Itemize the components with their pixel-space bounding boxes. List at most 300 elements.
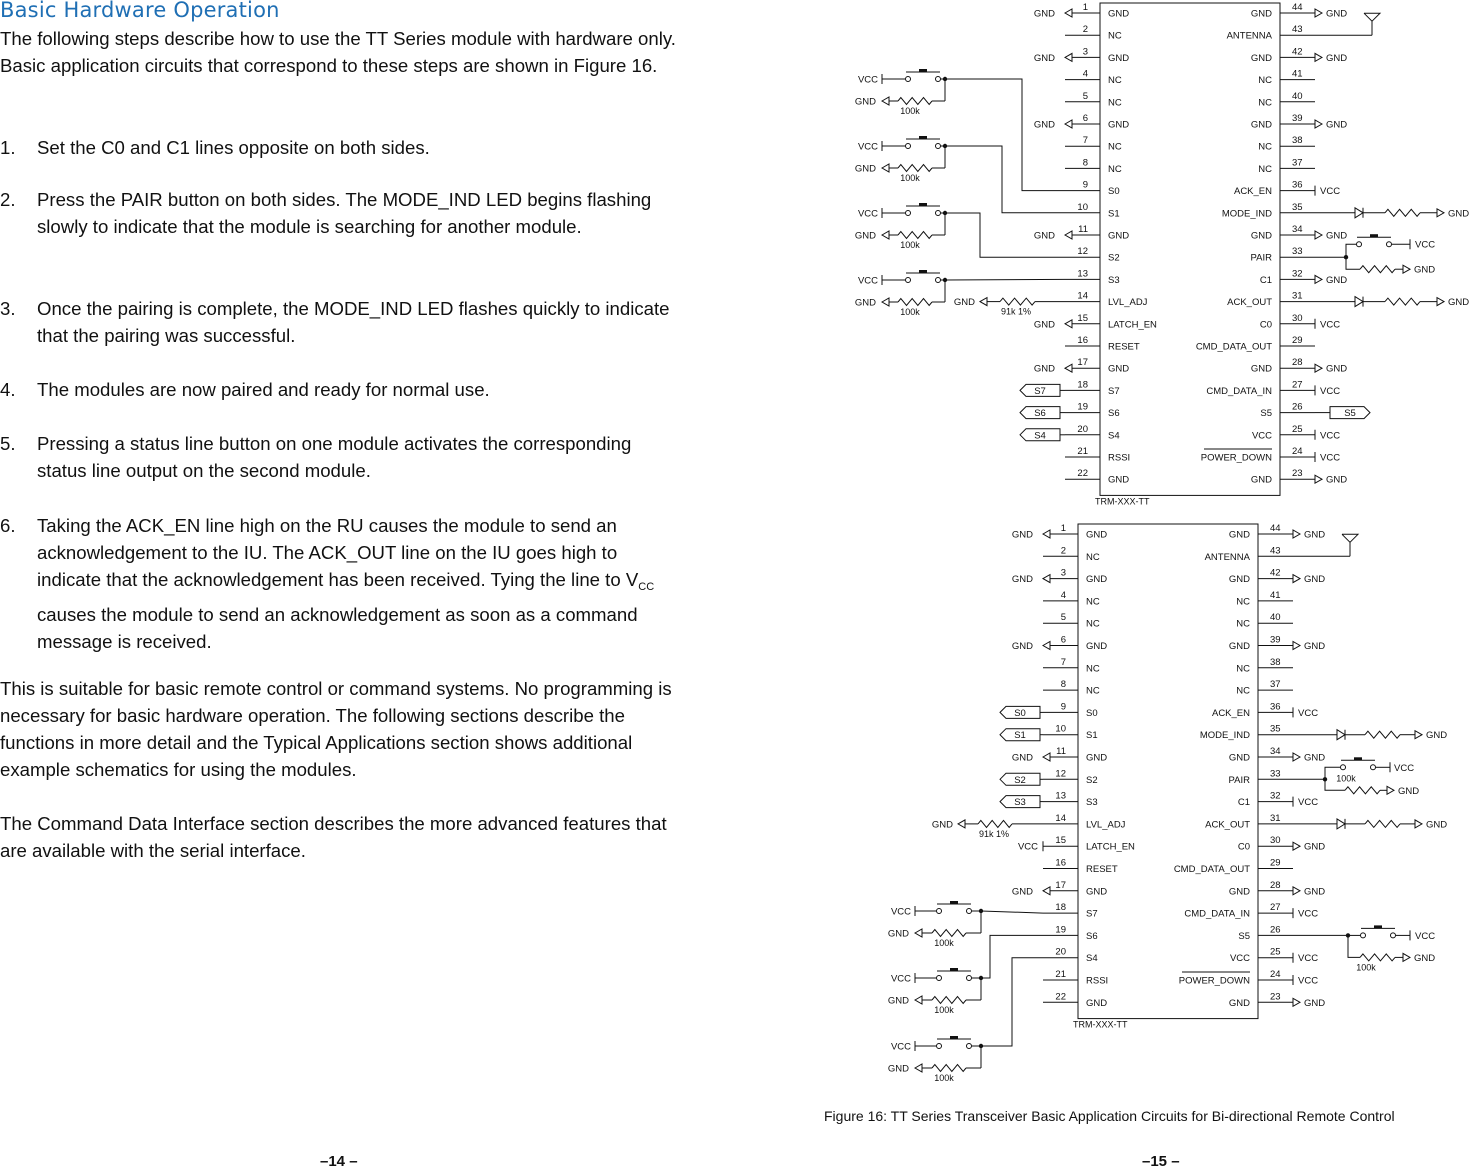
- antenna-icon: [1364, 13, 1380, 21]
- pin-number: 2: [1082, 24, 1088, 36]
- led-diode-icon: [1337, 819, 1345, 829]
- net-label-gnd: GND: [1011, 641, 1033, 652]
- pin-name: MODE_IND: [1199, 730, 1250, 742]
- net-label-gnd: GND: [1033, 363, 1055, 375]
- pin-number: 22: [1055, 991, 1066, 1003]
- pin-name: PAIR: [1250, 252, 1272, 264]
- pin-number: 34: [1270, 746, 1281, 757]
- net-label-gnd: GND: [854, 297, 876, 309]
- pin-name: MODE_IND: [1221, 208, 1272, 220]
- pin-name: GND: [1250, 119, 1272, 131]
- pin-number: 25: [1270, 946, 1281, 958]
- pin-name: NC: [1236, 663, 1250, 675]
- net-label-vcc: VCC: [857, 141, 878, 153]
- ground-arrow-icon: [1065, 9, 1072, 17]
- button-cap: [1354, 757, 1362, 760]
- step-number: 3.: [0, 298, 16, 319]
- pin-name: CMD_DATA_OUT: [1173, 864, 1250, 875]
- pin-name: NC: [1108, 30, 1122, 42]
- ground-arrow-icon: [1415, 820, 1422, 828]
- net-label-gnd: GND: [1304, 997, 1326, 1009]
- button-contact: [936, 211, 941, 216]
- ground-arrow-icon: [882, 298, 889, 306]
- button-cap: [950, 1036, 958, 1039]
- pin-name: GND: [1108, 52, 1130, 64]
- figure-caption: Figure 16: TT Series Transceiver Basic Application Circuits for Bi-directional Remote Control: [824, 1108, 1395, 1124]
- pin-name: GND: [1228, 529, 1250, 541]
- pin-number: 18: [1077, 379, 1088, 391]
- pin-name: GND: [1086, 529, 1108, 541]
- pin-number: 37: [1292, 157, 1303, 169]
- net-label-vcc: VCC: [857, 74, 878, 86]
- net-label-gnd: GND: [1033, 319, 1055, 331]
- pin-name: LATCH_EN: [1086, 841, 1135, 853]
- ground-arrow-icon: [1293, 887, 1300, 895]
- pin-name: NC: [1108, 97, 1122, 109]
- ground-arrow-icon: [1065, 53, 1072, 61]
- resistor-value: 100k: [1336, 773, 1356, 784]
- pin-name: PAIR: [1228, 774, 1250, 786]
- part-label: TRM-XXX-TT: [1095, 496, 1150, 507]
- net-label-vcc: VCC: [1394, 762, 1415, 774]
- pin-number: 4: [1060, 589, 1066, 601]
- button-contact: [906, 211, 911, 216]
- pin-number: 17: [1055, 879, 1066, 891]
- step-number: 2.: [0, 189, 16, 210]
- pin-name: S7: [1086, 908, 1098, 920]
- button-contact: [906, 144, 911, 149]
- ground-arrow-icon: [980, 298, 987, 306]
- resistor-symbol: [898, 165, 932, 172]
- resistor-symbol: [1360, 954, 1395, 961]
- intro-paragraph: The following steps describe how to use the TT Series module with hardware only. Basic application circuits that correspond to these steps are shown in Figure 16.: [0, 28, 676, 76]
- pin-name: CMD_DATA_IN: [1206, 385, 1272, 397]
- net-label-vcc: VCC: [1298, 797, 1319, 809]
- pin-number: 28: [1292, 357, 1303, 369]
- net-flag-label: S6: [1034, 408, 1046, 420]
- pin-number: 19: [1077, 401, 1088, 413]
- pin-number: 6: [1060, 634, 1066, 646]
- ground-arrow-icon: [1293, 642, 1300, 650]
- pin-name: S7: [1108, 385, 1120, 397]
- pin-name: NC: [1258, 97, 1272, 109]
- resistor-value: 100k: [934, 1073, 954, 1083]
- pin-name: GND: [1250, 52, 1272, 64]
- ground-arrow-icon: [1043, 530, 1050, 538]
- pin-number: 16: [1077, 335, 1088, 346]
- net-label-gnd: GND: [1448, 297, 1469, 309]
- ground-arrow-icon: [1315, 9, 1322, 17]
- pin-number: 9: [1082, 179, 1088, 191]
- pin-number: 44: [1270, 523, 1281, 534]
- resistor-value: 100k: [900, 307, 920, 317]
- ground-arrow-icon: [1065, 320, 1072, 328]
- pin-name: NC: [1258, 163, 1272, 175]
- pin-name: GND: [1250, 230, 1272, 242]
- resistor-symbol: [932, 1065, 966, 1072]
- pin-number: 31: [1270, 812, 1281, 824]
- net-label-gnd: GND: [1011, 752, 1033, 764]
- net-label-gnd: GND: [1326, 363, 1348, 375]
- button-contact: [906, 278, 911, 283]
- pin-name: GND: [1228, 997, 1250, 1009]
- button-contact: [906, 77, 911, 82]
- pin-name: NC: [1108, 163, 1122, 175]
- ground-arrow-icon: [1043, 642, 1050, 650]
- pin-number: 42: [1270, 567, 1281, 579]
- pin-name: S5: [1238, 930, 1250, 942]
- pin-name: NC: [1236, 685, 1250, 697]
- pin-number: 38: [1270, 656, 1281, 668]
- pin-name: GND: [1086, 752, 1108, 764]
- ic-body: [1078, 524, 1258, 1019]
- pin-name: GND: [1108, 119, 1130, 131]
- pin-number: 23: [1270, 991, 1281, 1003]
- ground-arrow-icon: [1315, 364, 1322, 372]
- button-contact: [936, 144, 941, 149]
- pin-name: GND: [1108, 8, 1130, 20]
- pin-name: GND: [1228, 574, 1250, 586]
- ground-arrow-icon: [1293, 842, 1300, 850]
- pin-name: GND: [1250, 363, 1272, 375]
- net-label-vcc: VCC: [1298, 707, 1319, 719]
- led-diode-icon: [1337, 730, 1345, 740]
- resistor-value: 100k: [934, 938, 954, 948]
- wire: [945, 279, 1065, 280]
- pin-number: 35: [1292, 201, 1303, 213]
- pin-number: 3: [1060, 567, 1066, 579]
- wire: [1346, 244, 1356, 257]
- pin-name: NC: [1108, 75, 1122, 87]
- pin-name: C0: [1237, 841, 1250, 853]
- pin-number: 4: [1082, 68, 1088, 80]
- pin-number: 29: [1292, 335, 1303, 346]
- net-label-gnd: GND: [854, 163, 876, 175]
- suitable-paragraph: This is suitable for basic remote control or command systems. No programming is necessary for basic hardware operation. The following sections describe the functions in more detail and the Typical Applications section shows additional example schematics for using the modules.: [0, 678, 672, 780]
- ground-arrow-icon: [915, 929, 922, 937]
- pin-number: 21: [1077, 446, 1088, 457]
- net-label-vcc: VCC: [890, 906, 911, 918]
- pin-number: 28: [1270, 879, 1281, 891]
- ground-arrow-icon: [1043, 753, 1050, 761]
- pin-name: NC: [1086, 685, 1100, 697]
- net-label-gnd: GND: [1326, 8, 1348, 20]
- resistor-value: 100k: [1356, 962, 1376, 973]
- wire: [981, 911, 1043, 913]
- step-text: Press the PAIR button on both sides. The MODE_IND LED begins flashing slowly to indicate that the module is searching for another module.: [37, 189, 652, 237]
- button-cap: [1370, 234, 1378, 237]
- net-label-gnd: GND: [1304, 886, 1326, 898]
- pin-number: 36: [1270, 701, 1281, 713]
- resistor-value: 100k: [900, 240, 920, 250]
- resistor-symbol: [1360, 266, 1395, 273]
- net-flag-label: S0: [1014, 707, 1026, 719]
- pin-number: 15: [1077, 312, 1088, 324]
- net-label-vcc: VCC: [1415, 239, 1436, 251]
- pin-number: 44: [1292, 2, 1303, 13]
- pin-name: POWER_DOWN: [1178, 975, 1250, 987]
- button-contact: [936, 278, 941, 283]
- ground-arrow-icon: [1065, 231, 1072, 239]
- pin-name: GND: [1086, 997, 1108, 1009]
- ground-arrow-icon: [1315, 231, 1322, 239]
- pin-name: GND: [1086, 886, 1108, 898]
- pin-name: S4: [1086, 953, 1098, 965]
- pin-name: S5: [1260, 408, 1272, 420]
- net-label-gnd: GND: [1398, 785, 1420, 797]
- net-label-gnd: GND: [953, 297, 975, 309]
- resistor-value: 100k: [934, 1005, 954, 1015]
- pin-name: LVL_ADJ: [1108, 297, 1148, 309]
- ground-arrow-icon: [1387, 786, 1394, 794]
- pin-name: GND: [1108, 474, 1130, 486]
- pin-number: 40: [1270, 612, 1281, 624]
- button-cap: [919, 203, 927, 206]
- pin-name: GND: [1108, 363, 1130, 375]
- ground-arrow-icon: [1315, 475, 1322, 483]
- resistor-symbol: [898, 232, 932, 239]
- pin-number: 27: [1292, 379, 1303, 391]
- net-label-vcc: VCC: [857, 275, 878, 287]
- pin-number: 12: [1077, 246, 1088, 258]
- pin-name: GND: [1228, 886, 1250, 898]
- pin-number: 3: [1082, 46, 1088, 58]
- pin-number: 14: [1055, 812, 1066, 824]
- pin-name: S4: [1108, 430, 1120, 442]
- step-number: 6.: [0, 515, 16, 536]
- pin-number: 34: [1292, 224, 1303, 235]
- pin-number: 24: [1270, 969, 1281, 980]
- resistor-symbol: [1365, 820, 1400, 827]
- pin-name: NC: [1086, 663, 1100, 675]
- pin-name: RSSI: [1108, 452, 1131, 464]
- pin-name: GND: [1228, 752, 1250, 764]
- net-label-vcc: VCC: [1320, 385, 1341, 397]
- net-label-gnd: GND: [854, 230, 876, 242]
- step-number: 4.: [0, 379, 16, 400]
- pin-name: VCC: [1229, 953, 1250, 965]
- pin-number: 30: [1292, 312, 1303, 324]
- resistor-value: 91k 1%: [1000, 306, 1032, 317]
- pin-name: ANTENNA: [1226, 30, 1272, 42]
- ground-arrow-icon: [1065, 364, 1072, 372]
- pin-number: 15: [1055, 835, 1066, 847]
- pin-number: 43: [1292, 24, 1303, 36]
- button-contact: [936, 77, 941, 82]
- ic-body: [1100, 3, 1280, 495]
- pin-name: GND: [1108, 230, 1130, 242]
- pin-number: 14: [1077, 290, 1088, 302]
- ground-arrow-icon: [1437, 209, 1444, 217]
- net-label-gnd: GND: [1326, 119, 1348, 131]
- pin-name: GND: [1250, 8, 1272, 20]
- pin-number: 6: [1082, 113, 1088, 124]
- button-cap: [950, 901, 958, 904]
- pin-number: 12: [1055, 768, 1066, 780]
- pin-number: 20: [1077, 423, 1088, 435]
- net-label-gnd: GND: [1304, 752, 1326, 764]
- resistor-symbol: [898, 299, 932, 306]
- pin-name: CMD_DATA_OUT: [1195, 341, 1272, 353]
- net-label-vcc: VCC: [1320, 452, 1341, 464]
- button-contact: [967, 909, 972, 914]
- pin-number: 13: [1055, 790, 1066, 802]
- pin-name: S0: [1108, 186, 1120, 198]
- pin-number: 9: [1060, 701, 1066, 713]
- net-flag-label: S1: [1014, 730, 1026, 742]
- pin-number: 8: [1060, 679, 1066, 691]
- pin-number: 10: [1077, 201, 1088, 213]
- net-label-gnd: GND: [887, 1063, 909, 1075]
- step-text: Set the C0 and C1 lines opposite on both sides.: [37, 137, 430, 158]
- top-circuit: [855, 2, 1469, 506]
- ground-arrow-icon: [882, 164, 889, 172]
- pin-name: C0: [1259, 319, 1272, 331]
- net-label-vcc: VCC: [1298, 975, 1319, 987]
- net-label-gnd: GND: [1326, 230, 1348, 242]
- ground-arrow-icon: [1315, 120, 1322, 128]
- pin-number: 11: [1078, 224, 1088, 235]
- button-contact: [1371, 765, 1376, 770]
- vcc-subscript: CC: [638, 581, 655, 593]
- pin-name: ACK_EN: [1211, 707, 1250, 719]
- pin-name: S2: [1108, 252, 1120, 264]
- net-label-gnd: GND: [1011, 886, 1033, 898]
- net-flag-label: S4: [1034, 430, 1046, 442]
- pin-number: 39: [1270, 634, 1281, 646]
- net-label-gnd: GND: [887, 995, 909, 1007]
- pin-name: VCC: [1251, 430, 1272, 442]
- net-label-gnd: GND: [1414, 952, 1436, 964]
- pin-number: 25: [1292, 423, 1303, 435]
- pin-name: RESET: [1108, 341, 1140, 353]
- button-cap: [919, 270, 927, 273]
- pin-number: 23: [1292, 468, 1303, 480]
- pin-number: 29: [1270, 857, 1281, 869]
- ground-arrow-icon: [1043, 887, 1050, 895]
- pin-name: NC: [1086, 618, 1100, 630]
- pin-number: 17: [1077, 357, 1088, 369]
- ground-arrow-icon: [1293, 998, 1300, 1006]
- antenna-icon: [1342, 534, 1358, 542]
- resistor-value: 100k: [900, 173, 920, 183]
- pin-number: 18: [1055, 902, 1066, 914]
- pin-number: 21: [1055, 969, 1066, 980]
- page-number-right: –15 –: [1142, 1153, 1180, 1170]
- pin-number: 11: [1056, 746, 1066, 757]
- pin-name: NC: [1086, 551, 1100, 563]
- net-label-vcc: VCC: [1320, 186, 1341, 198]
- ground-arrow-icon: [958, 820, 965, 828]
- button-contact: [1341, 765, 1346, 770]
- net-label-vcc: VCC: [1017, 841, 1038, 853]
- pin-number: 7: [1060, 656, 1066, 668]
- pin-name: NC: [1086, 596, 1100, 608]
- resistor-symbol: [978, 820, 1012, 827]
- step-number: 1.: [0, 137, 16, 158]
- button-contact: [937, 1044, 942, 1049]
- pin-number: 32: [1292, 268, 1303, 280]
- pin-name: NC: [1258, 75, 1272, 87]
- button-contact: [1361, 933, 1366, 938]
- net-label-gnd: GND: [1426, 730, 1448, 742]
- pin-name: GND: [1250, 474, 1272, 486]
- led-diode-icon: [1355, 297, 1363, 307]
- pin-name: C1: [1237, 797, 1250, 809]
- pin-number: 32: [1270, 790, 1281, 802]
- pin-number: 37: [1270, 679, 1281, 691]
- net-label-vcc: VCC: [890, 1041, 911, 1053]
- resistor-symbol: [1385, 209, 1420, 216]
- pin-number: 42: [1292, 46, 1303, 58]
- button-cap: [950, 968, 958, 971]
- button-contact: [937, 909, 942, 914]
- button-contact: [1357, 242, 1362, 247]
- pin-number: 16: [1055, 857, 1066, 869]
- pin-number: 10: [1055, 723, 1066, 735]
- net-label-gnd: GND: [1326, 474, 1348, 486]
- pin-name: RSSI: [1086, 975, 1109, 987]
- button-contact: [967, 976, 972, 981]
- pin-number: 19: [1055, 924, 1066, 936]
- ground-arrow-icon: [1403, 953, 1410, 961]
- ground-arrow-icon: [1437, 298, 1444, 306]
- resistor-symbol: [932, 997, 966, 1004]
- pin-number: 26: [1292, 401, 1303, 413]
- pin-number: 27: [1270, 902, 1281, 914]
- pin-number: 26: [1270, 924, 1281, 936]
- ground-arrow-icon: [915, 996, 922, 1004]
- pin-number: 2: [1060, 545, 1066, 557]
- step-number: 5.: [0, 433, 16, 454]
- pin-number: 7: [1082, 135, 1088, 147]
- pin-number: 43: [1270, 545, 1281, 557]
- resistor-symbol: [1000, 298, 1035, 305]
- net-label-gnd: GND: [1033, 8, 1055, 20]
- pin-name: C1: [1259, 274, 1272, 286]
- net-label-gnd: GND: [931, 819, 953, 831]
- pin-name: LATCH_EN: [1108, 319, 1157, 331]
- net-label-gnd: GND: [1304, 529, 1326, 541]
- page-number-left: –14 –: [320, 1153, 358, 1170]
- net-label-gnd: GND: [1033, 230, 1055, 242]
- net-label-gnd: GND: [1326, 274, 1348, 286]
- pin-name: POWER_DOWN: [1200, 452, 1272, 464]
- pin-name: GND: [1086, 574, 1108, 586]
- pin-number: 22: [1077, 468, 1088, 480]
- ground-arrow-icon: [1065, 120, 1072, 128]
- pin-number: 24: [1292, 446, 1303, 457]
- wire: [945, 146, 1065, 213]
- net-label-vcc: VCC: [1320, 319, 1341, 331]
- pin-number: 8: [1082, 157, 1088, 169]
- net-label-gnd: GND: [1304, 841, 1326, 853]
- button-contact: [1391, 933, 1396, 938]
- pin-number: 33: [1292, 246, 1303, 258]
- ground-arrow-icon: [1293, 530, 1300, 538]
- net-label-gnd: GND: [1011, 574, 1033, 586]
- net-label-gnd: GND: [1304, 574, 1326, 586]
- step-text: Pressing a status line button on one module activates the corresponding status line output on the second module.: [37, 433, 632, 481]
- button-cap: [919, 69, 927, 72]
- bottom-circuit: [888, 523, 1447, 1083]
- ground-arrow-icon: [1293, 753, 1300, 761]
- pin-number: 40: [1292, 90, 1303, 102]
- pin-name: S3: [1108, 274, 1120, 286]
- button-cap: [1374, 925, 1382, 928]
- net-label-vcc: VCC: [1298, 908, 1319, 920]
- pin-name: S6: [1086, 930, 1098, 942]
